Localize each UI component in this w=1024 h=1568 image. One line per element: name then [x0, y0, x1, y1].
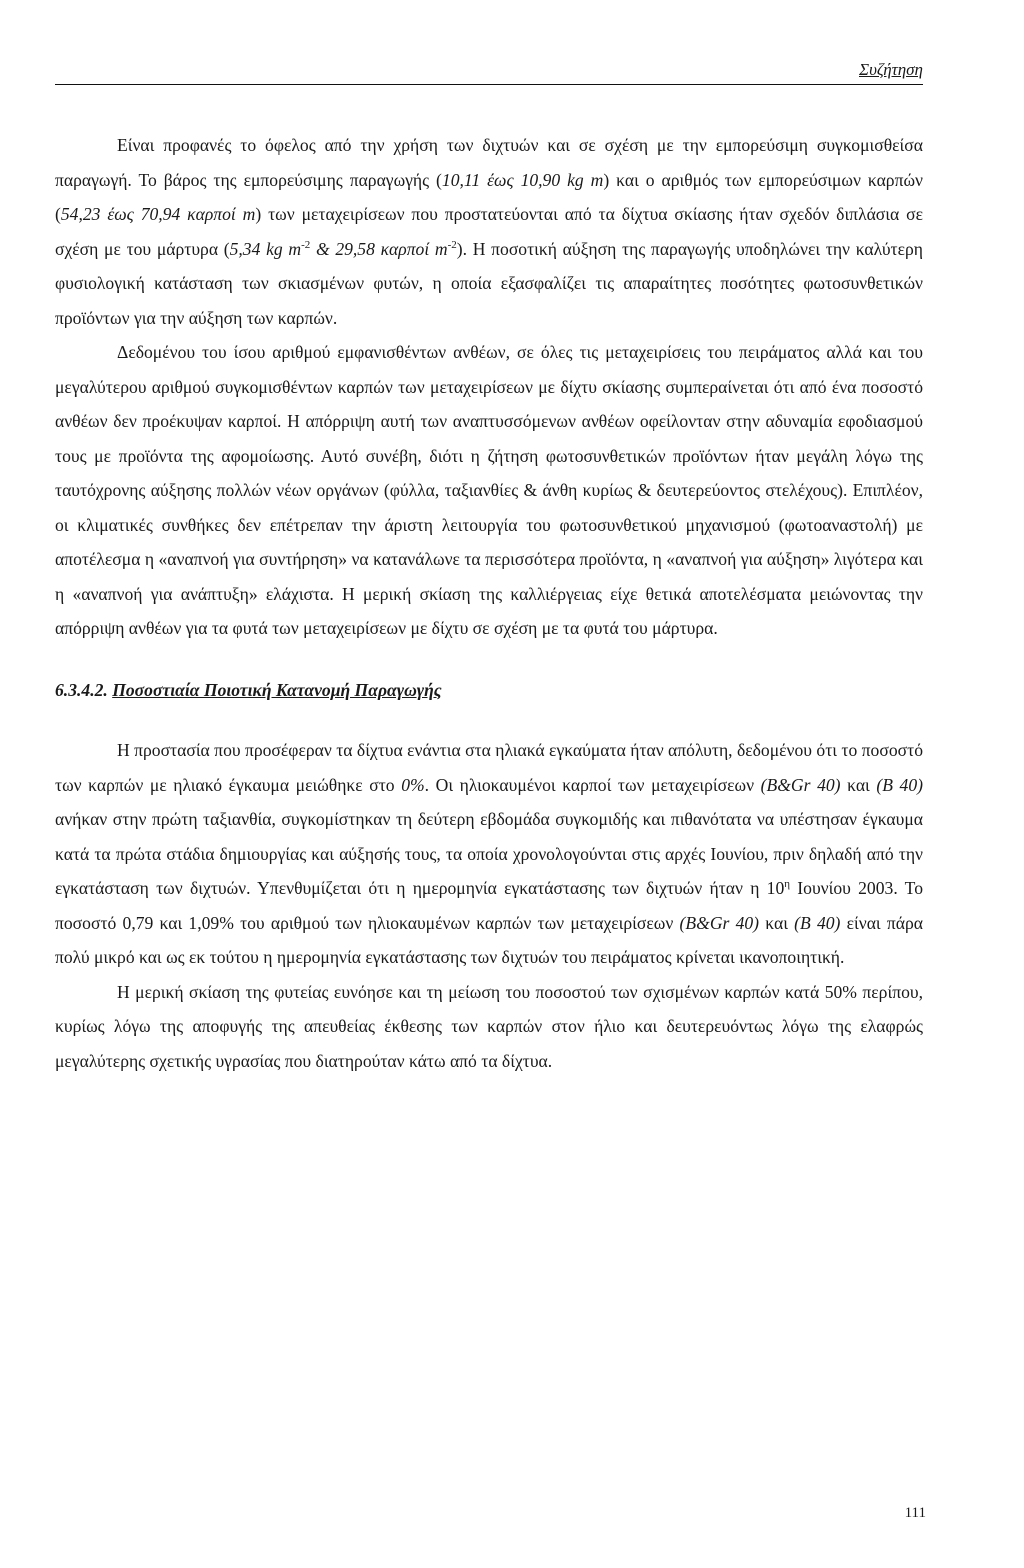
header-title: Συζήτηση — [858, 60, 923, 79]
section-title: Ποσοστιαία Ποιοτική Κατανομή Παραγωγής — [112, 679, 442, 700]
italic-run: (B 40) — [876, 774, 923, 795]
text-run: ) και ο αριθμός των εμπορεύσιμων καρπών ( — [55, 169, 923, 224]
text-run: ). Η ποσοτική αύξηση της παραγωγής υποδηλώνει την καλύτερη φυσιολογική κατάσταση των σκιασμένων φυτών, η οποία εξασφαλίζει τις απαραίτητες ποσότητες φωτοσυνθετικών προϊόντων για την αύξηση των καρπών. — [55, 238, 923, 328]
text-run: είναι πάρα πολύ μικρό και ως εκ τούτου η ημερομηνία εγκατάστασης των διχτυών του πειράματος κρίνεται ικανοποιητική. — [55, 912, 923, 967]
superscript: -2 — [447, 238, 457, 251]
page-number: 111 — [904, 1505, 926, 1521]
superscript: η — [784, 878, 791, 891]
paragraph-2: Δεδομένου του ίσου αριθμού εμφανισθέντων ανθέων, σε όλες τις μεταχειρίσεις του πειράματος αλλά και του μεγαλύτερου αριθμού συγκομισθέντων καρπών των μεταχειρίσεων με δίχτυ σκίασης συμπεραίνεται ότι από ένα ποσοστό ανθέων δεν προέκυψαν καρποί. Η απόρριψη αυτή των αναπτυσσόμενων ανθέων οφείλονταν στην αδυναμία εφοδιασμού τους με προϊόντα της αφομοίωσης. Αυτό συνέβη, διότι η ζήτηση φωτοσυνθετικών προϊόντων ήταν μεγάλη λόγω της ταυτόχρονης αύξησης πολλών νέων οργάνων (φύλλα, ταξιανθίες & άνθη κυρίως & δευτερεύοντος στελέχους). Επιπλέον, οι κλιματικές συνθήκες δεν επέτρεπαν την άριστη λειτουργία του φωτοσυνθετικού μηχανισμού (φωτοαναστολή) με αποτέλεσμα η «αναπνοή για συντήρηση» να κατανάλωνε τα περισσότερα προϊόντα, η «αναπνοή για αύξηση» λιγότερα και η «αναπνοή για ανάπτυξη» ελάχιστα. Η μερική σκίαση της καλλιέργειας είχε θετικά αποτελέσματα μειώνοντας την απόρριψη ανθέων για τα φυτά των μεταχειρίσεων με δίχτυ σε σχέση με τα φυτά του μάρτυρα. — [55, 342, 923, 638]
text-run: Η προστασία που προσέφεραν τα δίχτυα ενάντια στα ηλιακά εγκαύματα ήταν απόλυτη, δεδομένου ότι το ποσοστό των καρπών με ηλιακό έγκαυμα μειώθηκε στο — [55, 740, 923, 795]
section-number: 6.3.4.2. — [55, 679, 108, 700]
italic-run: 54,23 έως 70,94 καρποί m — [60, 204, 256, 224]
body-text — [55, 128, 923, 1078]
paragraph-1 — [55, 128, 923, 335]
text-run: και — [759, 912, 795, 933]
italic-run: (B&Gr 40) — [679, 912, 760, 933]
superscript: -2 — [301, 238, 311, 251]
italic-run: 10,11 έως 10,90 kg m — [441, 169, 604, 190]
text-run: ανήκαν στην πρώτη ταξιανθία, συγκομίστηκαν τη δεύτερη εβδομάδα συγκομιδής και πιθανότατα να υπέστησαν έγκαυμα κατά τα πρώτα στάδια δημιουργίας και αύξησής τους, τα οποία χρονολογούνται στις αρχές Ιουνίου, πριν δηλαδή από την εγκατάσταση των διχτυών. Υπενθυμίζεται ότι η ημερομηνία εγκατάστασης των διχτυών ήταν η 10 — [55, 809, 923, 898]
running-header — [55, 58, 923, 85]
text-run: Ιουνίου 2003. Το ποσοστό 0,79 και 1,09% του αριθμού των ηλιοκαυμένων καρπών των μεταχειρίσεων — [55, 878, 924, 933]
text-run: ) των μεταχειρίσεων που προστατεύονται από τα δίχτυα σκίασης ήταν σχεδόν διπλάσια σε σχέση με του μάρτυρα ( — [55, 204, 923, 259]
italic-run: (B 40) — [794, 912, 841, 933]
text-run: και — [840, 774, 877, 795]
paragraph-3 — [55, 733, 923, 975]
text-run: . Οι ηλιοκαυμένοι καρποί των μεταχειρίσεων — [424, 774, 761, 795]
italic-run: & 29,58 καρποί m — [310, 238, 448, 259]
italic-run: 5,34 kg m — [229, 238, 302, 259]
italic-run: (B&Gr 40) — [760, 774, 841, 795]
paragraph-4: Η μερική σκίαση της φυτείας ευνόησε και τη μείωση του ποσοστού των σχισμένων καρπών κατά 50% περίπου, κυρίως λόγω της αποφυγής της απευθείας έκθεσης των καρπών στον ήλιο και δευτερευόντως λόγω της ελαφρώς μεγαλύτερης σχετικής υγρασίας που διατηρούταν κάτω από τα δίχτυα. — [55, 981, 923, 1071]
section-heading — [55, 673, 923, 708]
italic-run: 0% — [401, 774, 425, 795]
text-run: Είναι προφανές το όφελος από την χρήση των διχτυών και σε σχέση με την εμπορεύσιμη συγκομισθείσα παραγωγή. Το βάρος της εμπορεύσιμης παραγωγής ( — [55, 135, 923, 190]
